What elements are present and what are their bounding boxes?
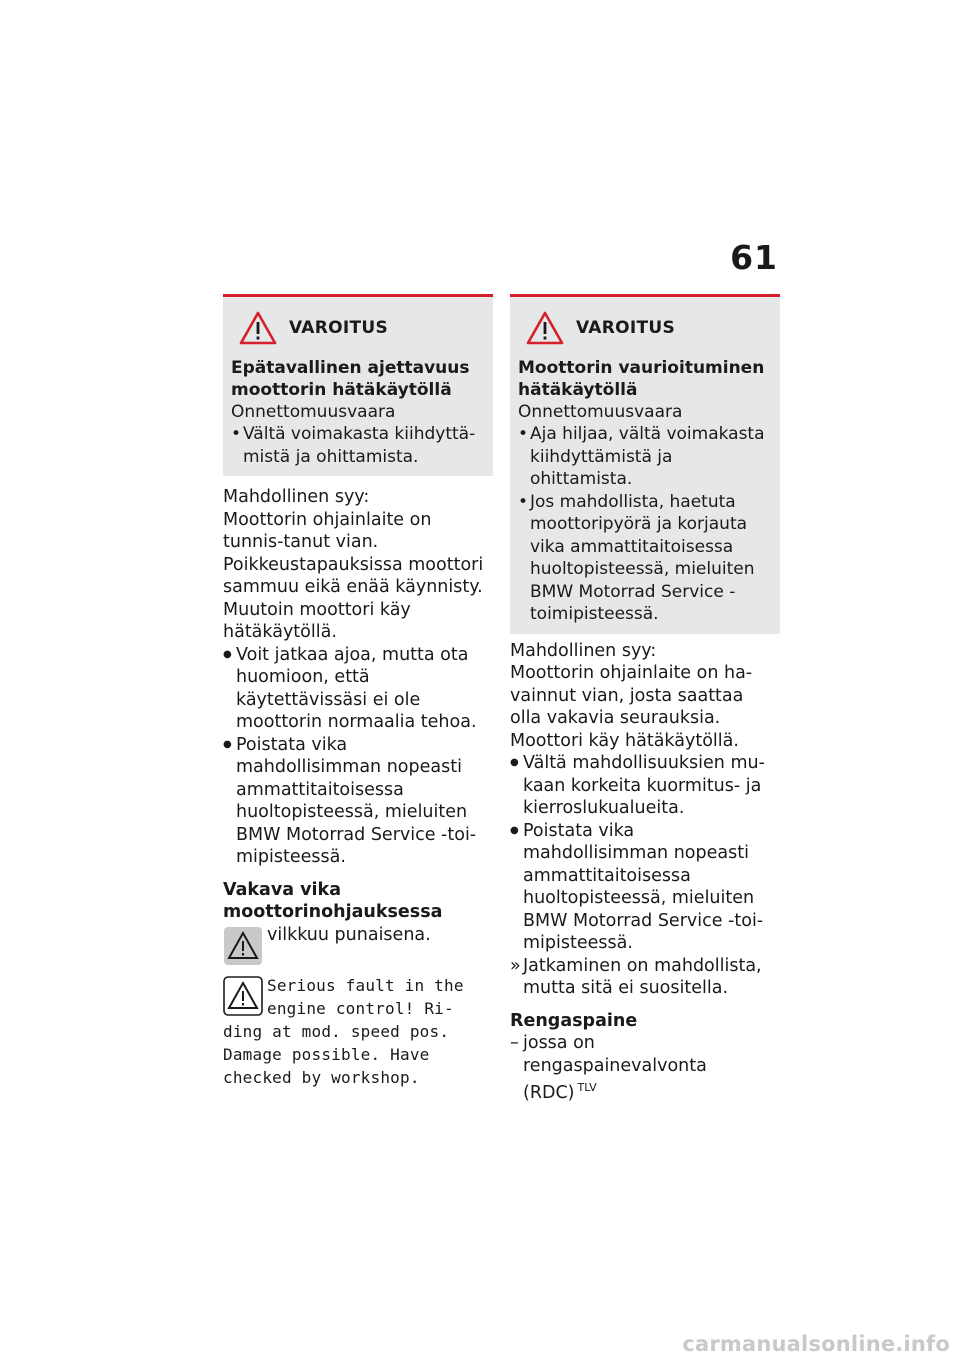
cause-label: Mahdollinen syy:: [510, 640, 657, 661]
section-heading: moottorinohjauksessa: [223, 902, 443, 922]
page-number: 61: [730, 238, 778, 277]
warning-subtitle: Epätavallinen ajettavuus: [231, 358, 470, 378]
warning-bullet: • Aja hiljaa, vältä voimakasta kiihdyttämistä ja ohittamista.: [518, 423, 772, 491]
warning-light-icon: [223, 926, 263, 966]
equipment-code: TLV: [577, 1081, 597, 1094]
action-list: [223, 644, 493, 869]
warning-triangle-icon: [239, 311, 277, 345]
warning-title: VAROITUS: [576, 318, 676, 338]
display-message-row: [223, 974, 493, 1020]
warning-triangle-icon: [526, 311, 564, 345]
left-column: [223, 294, 493, 1089]
action-list: [510, 752, 780, 955]
list-item: ● Vältä mahdollisuuksien mu-kaan korkeita kuormitus- ja kierroslukualueita.: [510, 752, 780, 820]
list-item: ● Voit jatkaa ajoa, mutta ota huomioon, että käytettävissäsi ei ole moottorin normaalia tehoa.: [223, 644, 493, 734]
display-warning-icon: [223, 976, 263, 1016]
warning-box: [510, 294, 780, 634]
list-item: ● Poistata vika mahdollisimman nopeasti ammattitaitoisessa huoltopisteessä, mieluiten BMW Motorrad Service -toi-mipisteessä.: [510, 820, 780, 955]
cause-text: Moottorin ohjainlaite on ha-vainnut vian, josta saattaa olla vakavia seurauksia. Moottori käy hätäkäytöllä.: [510, 663, 753, 751]
result-item: » Jatkaminen on mahdollista, mutta sitä ei suositella.: [510, 955, 780, 1000]
warning-bullet: • Jos mahdollista, haetuta moottoripyörä ja korjauta vika ammattitaitoisessa huoltopisteessä, mieluiten BMW Motorrad Service -toimipisteessä.: [518, 491, 772, 626]
list-item: ● Poistata vika mahdollisimman nopeasti ammattitaitoisessa huoltopisteessä, mieluiten BMW Motorrad Service -toi-mipisteessä.: [223, 734, 493, 869]
watermark-footer: carmanualsonline.info: [682, 1332, 950, 1356]
equipment-note: [510, 1032, 780, 1104]
section-heading: Rengaspaine: [510, 1010, 638, 1031]
right-column: [510, 294, 780, 1104]
warning-subtitle: moottorin hätäkäytöllä: [231, 380, 452, 400]
equipment-note-text: jossa on rengaspainevalvonta (RDC): [523, 1033, 707, 1103]
warning-text: Onnettomuusvaara: [231, 402, 396, 422]
warning-title: VAROITUS: [289, 318, 389, 338]
cause-label: Mahdollinen syy:: [223, 487, 370, 507]
cause-text: Moottorin ohjainlaite on tunnis-tanut vian. Poikkeustapauksissa moottori sammuu eikä enää käynnisty. Muutoin moottori käy hätäkäytöllä.: [223, 509, 484, 642]
section-heading: Vakava vika: [223, 879, 342, 900]
warning-header: [239, 311, 485, 345]
display-message-line: Serious fault in the: [267, 975, 464, 995]
warning-subtitle: Moottorin vaurioituminen: [518, 358, 765, 378]
warning-text: Onnettomuusvaara: [518, 402, 683, 422]
warning-bullet: • Vältä voimakasta kiihdyttä-mistä ja ohittamista.: [231, 423, 485, 468]
display-message-line: Damage possible. Have: [223, 1044, 430, 1064]
indicator-text: vilkkuu punaisena.: [267, 924, 431, 945]
warning-subtitle: hätäkäytöllä: [518, 380, 638, 400]
warning-header: [526, 311, 772, 345]
display-message-line: ding at mod. speed pos.: [223, 1021, 450, 1041]
display-message-line: checked by workshop.: [223, 1067, 420, 1087]
display-message-line: engine control! Ri-: [267, 998, 454, 1018]
indicator-row: [223, 924, 493, 966]
warning-box: [223, 294, 493, 476]
